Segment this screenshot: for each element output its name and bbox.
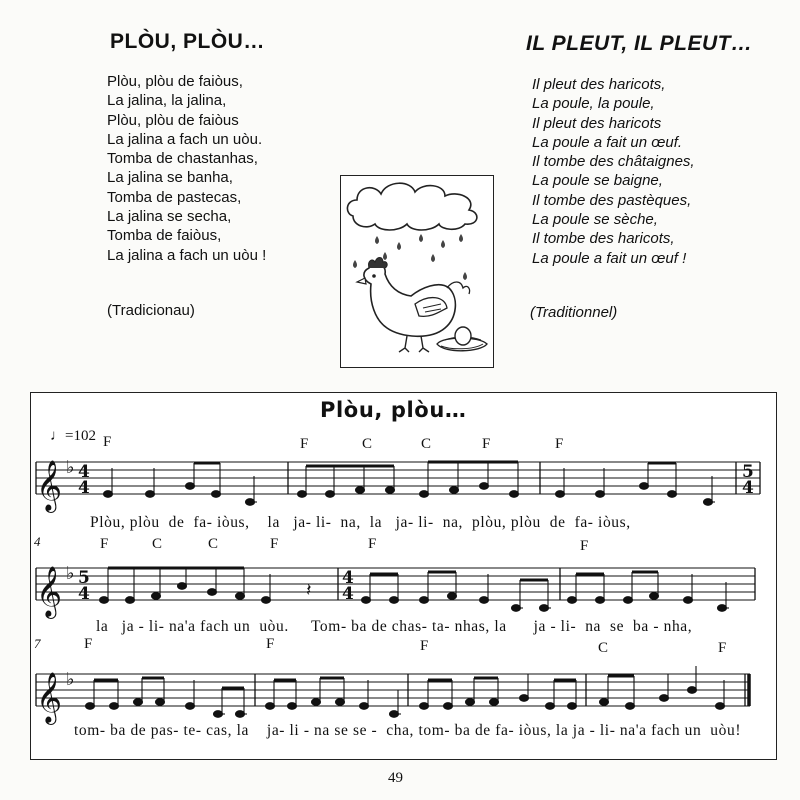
poem-line: La jalina a fach un uòu. <box>107 130 263 148</box>
occitan-title: PLÒU, PLÒU… <box>110 30 265 53</box>
svg-text:5: 5 <box>742 462 754 482</box>
chord-symbol: F <box>270 536 279 552</box>
poem-line: La poule a fait un œuf ! <box>532 249 687 267</box>
lyrics-line: la ja - li- na'a fach un uòu. Tom- ba de chas- ta- nhas, la ja - li- na se ba - nha, <box>96 618 693 635</box>
poem-line: Il tombe des haricots, <box>532 230 675 248</box>
chord-symbol: F <box>718 640 727 656</box>
poem-line: Plòu, plòu de faiòus <box>107 111 239 129</box>
chord-symbol: F <box>482 436 491 452</box>
svg-text:5: 5 <box>78 568 90 588</box>
poem-line: Tomba de chastanhas, <box>107 150 258 168</box>
svg-text:♭: ♭ <box>66 669 75 690</box>
svg-text:4: 4 <box>342 568 354 588</box>
score-title: Plòu, plòu… <box>320 398 467 422</box>
svg-text:♭: ♭ <box>66 457 75 478</box>
measure-number: 4 <box>34 534 41 549</box>
poem-line: La jalina se secha, <box>107 208 232 226</box>
poem-line: Il tombe des châtaignes, <box>532 153 695 171</box>
chord-symbol: F <box>555 436 564 452</box>
poem-line: Il pleut des haricots <box>532 114 662 132</box>
french-title: IL PLEUT, IL PLEUT… <box>526 32 753 55</box>
occitan-credit: (Tradicionau) <box>107 302 195 319</box>
tempo-marking: ♩=102 <box>50 428 96 444</box>
svg-text:𝄞: 𝄞 <box>36 566 63 617</box>
poem-line: Tomba de pastecas, <box>107 188 242 206</box>
chord-symbol: C <box>152 536 163 552</box>
svg-text:4: 4 <box>78 478 90 498</box>
poem-line: La poule a fait un œuf. <box>532 133 683 151</box>
svg-text:4: 4 <box>342 584 354 604</box>
poem-line: La jalina, la jalina, <box>107 92 227 110</box>
poem-line: Tomba de faiòus, <box>107 227 222 245</box>
chord-symbol: C <box>208 536 219 552</box>
poem-line: Il pleut des haricots, <box>532 76 666 93</box>
svg-text:4: 4 <box>78 462 90 482</box>
chord-symbol: F <box>300 436 309 452</box>
chord-symbol: F <box>580 538 589 554</box>
chord-symbol: F <box>84 636 93 652</box>
chord-symbol: F <box>103 434 112 450</box>
svg-text:𝄽: 𝄽 <box>306 580 312 601</box>
svg-text:𝄞: 𝄞 <box>36 672 63 723</box>
svg-text:4: 4 <box>742 478 754 498</box>
poem-line: La poule se sèche, <box>532 211 658 229</box>
poem-line: La jalina a fach un uòu ! <box>107 246 267 264</box>
occitan-poem <box>107 72 266 265</box>
svg-text:4: 4 <box>78 584 90 604</box>
poem-line: La poule, la poule, <box>532 95 655 113</box>
chord-symbol: C <box>421 436 432 452</box>
poem-line: Plòu, plòu de faiòus, <box>107 73 243 90</box>
svg-text:𝄞: 𝄞 <box>36 460 63 511</box>
chord-symbol: C <box>598 640 609 656</box>
measure-number: 7 <box>34 636 41 651</box>
french-credit: (Traditionnel) <box>530 304 618 321</box>
chord-symbol: F <box>266 636 275 652</box>
music-score-frame <box>30 392 777 760</box>
chord-symbol: F <box>368 536 377 552</box>
lyrics-line: Plòu, plòu de fa- iòus, la ja- li- na, la ja- li- na, plòu, plòu de fa- iòus, <box>90 514 631 531</box>
poem-line: Il tombe des pastèques, <box>532 191 692 209</box>
page-number: 49 <box>388 770 403 786</box>
hen-illustration <box>340 175 494 368</box>
french-poem <box>532 75 695 268</box>
svg-text:♭: ♭ <box>66 563 75 584</box>
poem-line: La jalina se banha, <box>107 169 233 187</box>
lyrics-line: tom- ba de pas- te- cas, la ja- li - na se se - cha, tom- ba de fa- iòus, la ja - li- na'a fach un uòu! <box>74 722 742 739</box>
poem-line: La poule se baigne, <box>532 172 663 190</box>
chord-symbol: F <box>420 638 429 654</box>
chord-symbol: F <box>100 536 109 552</box>
chord-symbol: C <box>362 436 373 452</box>
hen-rain-drawing <box>341 176 492 366</box>
